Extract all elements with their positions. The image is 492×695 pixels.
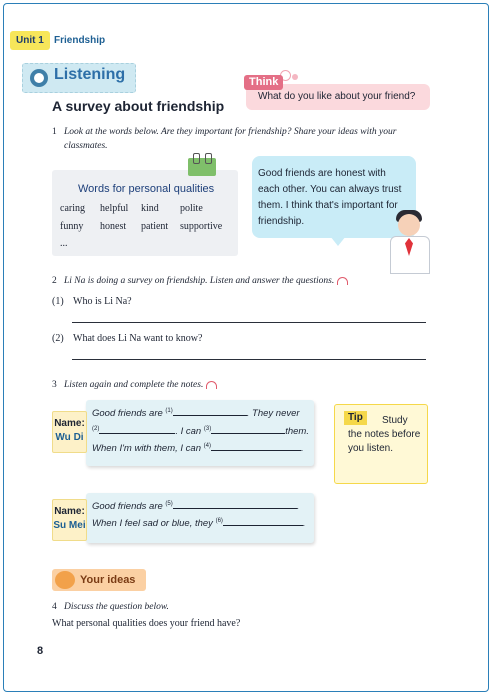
tip-label: Tip [344, 411, 367, 425]
question-number: (1) [52, 296, 64, 307]
word-item: helpful [100, 203, 129, 214]
task-instruction: Listen again and complete the notes. [64, 380, 217, 390]
unit-tab: Unit 1 [10, 31, 50, 50]
blank-field[interactable] [211, 450, 301, 451]
headphones-icon [30, 69, 48, 87]
decor-dot [292, 74, 298, 80]
word-item: polite [180, 203, 203, 214]
paper-clip-icon [188, 158, 216, 176]
question-number: (2) [52, 333, 64, 344]
task-instruction-line2: classmates. [64, 141, 108, 151]
question-text: What does Li Na want to know? [73, 333, 203, 344]
tip-text: Study the notes before you listen. [348, 415, 421, 454]
task-number: 2 [52, 276, 57, 286]
speech-text: Good friends are honest with each other. You can always trust them. I think that's important for friendship. [258, 168, 402, 227]
task-number: 3 [52, 380, 57, 390]
note-line: Good friends are $^{(1)}$ . They never [92, 408, 300, 420]
word-item: kind [141, 203, 159, 214]
think-question: What do you like about your friend? [258, 91, 416, 102]
unit-title: Friendship [54, 35, 106, 46]
note-line: When I'm with them, I can $^{(4)}$ . [92, 443, 304, 455]
blank-field[interactable] [223, 525, 303, 526]
task-number: 1 [52, 127, 57, 137]
word-item: supportive [180, 221, 223, 232]
word-item: caring [60, 203, 85, 214]
page-number: 8 [37, 645, 44, 657]
task-instruction-line1: Look at the words below. Are they important for friendship? Share your ideas with your [64, 127, 397, 137]
chat-bubble-icon [55, 571, 75, 589]
question-text: Who is Li Na? [73, 296, 132, 307]
task-instruction: Li Na is doing a survey on friendship. Listen and answer the questions. [64, 276, 348, 286]
note-line: Good friends are $^{(5)}$ . [92, 501, 300, 513]
word-box-title: Words for personal qualities [78, 183, 215, 195]
blank-field[interactable] [173, 508, 297, 509]
answer-line[interactable] [72, 322, 426, 323]
task-number: 4 [52, 602, 57, 612]
task-instruction: Discuss the question below. [64, 602, 169, 612]
name-tag: Name: Su Mei [52, 499, 87, 541]
word-item: patient [141, 221, 169, 232]
headphones-icon [206, 381, 217, 389]
blank-field[interactable] [173, 415, 247, 416]
name-tag: Name: Wu Di [52, 411, 87, 453]
lesson-title: A survey about friendship [52, 98, 225, 114]
note-line: $^{(2)}$ . I can $^{(3)}$ them. [92, 426, 309, 438]
student-illustration [398, 214, 420, 236]
word-item: funny [60, 221, 84, 232]
your-ideas-title: Your ideas [80, 574, 136, 586]
blank-field[interactable] [99, 433, 175, 434]
word-more: ... [60, 238, 68, 249]
think-label: Think [244, 75, 283, 90]
headphones-icon [337, 277, 348, 285]
answer-line[interactable] [72, 359, 426, 360]
note-line: When I feel sad or blue, they $^{(6)}$ . [92, 518, 306, 530]
section-title: Listening [54, 66, 126, 83]
speech-tail [330, 236, 346, 246]
discussion-question: What personal qualities does your friend have? [52, 618, 241, 629]
word-item: honest [100, 221, 127, 232]
blank-field[interactable] [211, 433, 285, 434]
